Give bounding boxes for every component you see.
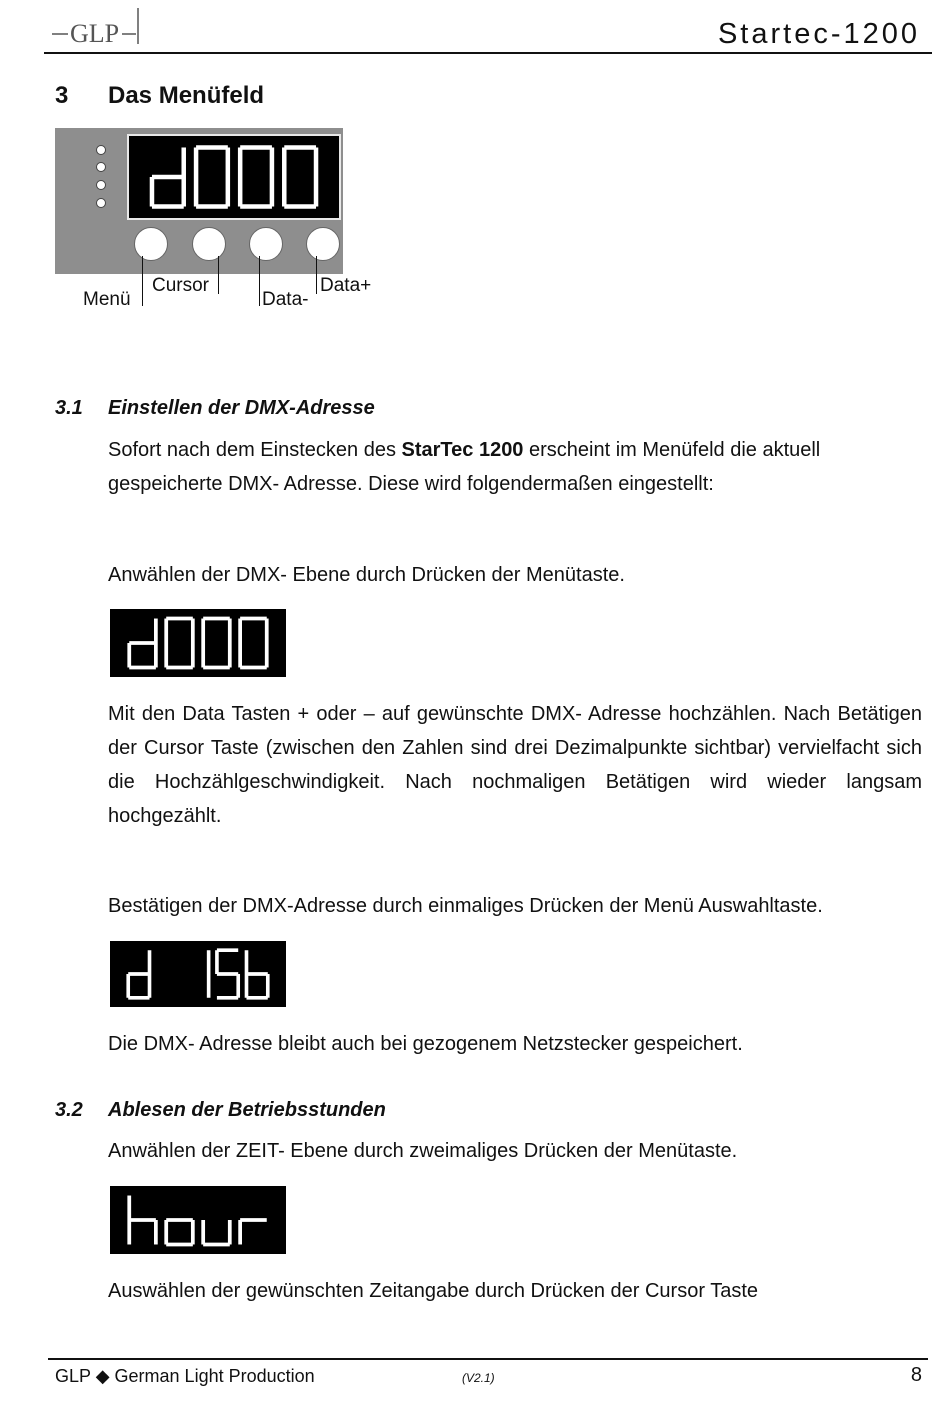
footer-rule	[48, 1358, 928, 1360]
step-paragraph: Anwählen der DMX- Ebene durch Drücken der Menütaste.	[108, 564, 625, 586]
intro-paragraph	[108, 433, 922, 501]
display-image	[110, 609, 286, 677]
data-plus-button[interactable]	[306, 227, 340, 261]
control-panel-figure	[55, 128, 343, 274]
status-led	[96, 162, 106, 172]
status-led	[96, 180, 106, 190]
seven-segment-readout	[110, 609, 286, 677]
chapter-heading	[55, 82, 264, 110]
product-title: Startec-1200	[717, 18, 920, 50]
page-number: 8	[910, 1364, 922, 1386]
panel-display	[127, 134, 341, 220]
status-led	[96, 198, 106, 208]
seven-segment-readout	[110, 941, 286, 1007]
intro-text: Sofort nach dem Einstecken des	[108, 439, 402, 461]
step-paragraph: Mit den Data Tasten + oder – auf gewünschte DMX- Adresse hochzählen. Nach Betätigen der Cursor Taste (zwischen den Zahlen sind drei Dezimalpunkte sichtbar) vervielfacht sich die Hochzählgeschwindigkeit. Nach nochmaligen Betätigen wird wieder langsam hochgezählt.	[108, 703, 922, 827]
seven-segment-readout	[129, 136, 339, 218]
label-leader	[259, 256, 260, 306]
chapter-number: 3	[55, 82, 69, 109]
cursor-label: Cursor	[152, 275, 210, 296]
section-title: Einstellen der DMX-Adresse	[108, 397, 375, 419]
seven-segment-readout	[110, 1186, 286, 1254]
menu-label: Menü	[83, 289, 131, 310]
section-number: 3.2	[55, 1099, 83, 1121]
label-leader	[218, 256, 219, 294]
chapter-title: Das Menüfeld	[108, 82, 265, 109]
data-minus-label: Data-	[262, 289, 309, 310]
display-image	[110, 1186, 286, 1254]
status-led	[96, 145, 106, 155]
label-leader	[142, 256, 143, 306]
step-paragraph: Auswählen der gewünschten Zeitangabe durch Drücken der Cursor Taste	[108, 1280, 758, 1302]
menu-button[interactable]	[134, 227, 168, 261]
header-rule	[44, 52, 932, 54]
label-leader	[316, 256, 317, 294]
step-paragraph: Die DMX- Adresse bleibt auch bei gezogenem Netzstecker gespeichert.	[108, 1033, 743, 1055]
product-name: StarTec 1200	[401, 439, 524, 461]
display-image	[110, 941, 286, 1007]
data-minus-button[interactable]	[249, 227, 283, 261]
data-plus-label: Data+	[320, 275, 372, 296]
section-heading	[55, 397, 375, 420]
cursor-button[interactable]	[192, 227, 226, 261]
step-paragraph: Bestätigen der DMX-Adresse durch einmaliges Drücken der Menü Auswahltaste.	[108, 895, 823, 917]
footer-version: (V2.1)	[462, 1371, 495, 1385]
section-title: Ablesen der Betriebsstunden	[108, 1099, 386, 1121]
footer-company: GLP ◆ German Light Production	[55, 1366, 315, 1386]
section-heading	[55, 1099, 386, 1122]
intro-text: erscheint im Menüfeld die aktuell gespeicherte DMX- Adresse. Diese wird folgendermaßen eingestellt:	[108, 439, 821, 495]
section-number: 3.1	[55, 397, 83, 419]
glp-logo	[52, 4, 142, 48]
step-paragraph: Anwählen der ZEIT- Ebene durch zweimaliges Drücken der Menütaste.	[108, 1140, 738, 1162]
logo-lettering: GLP	[70, 19, 120, 48]
